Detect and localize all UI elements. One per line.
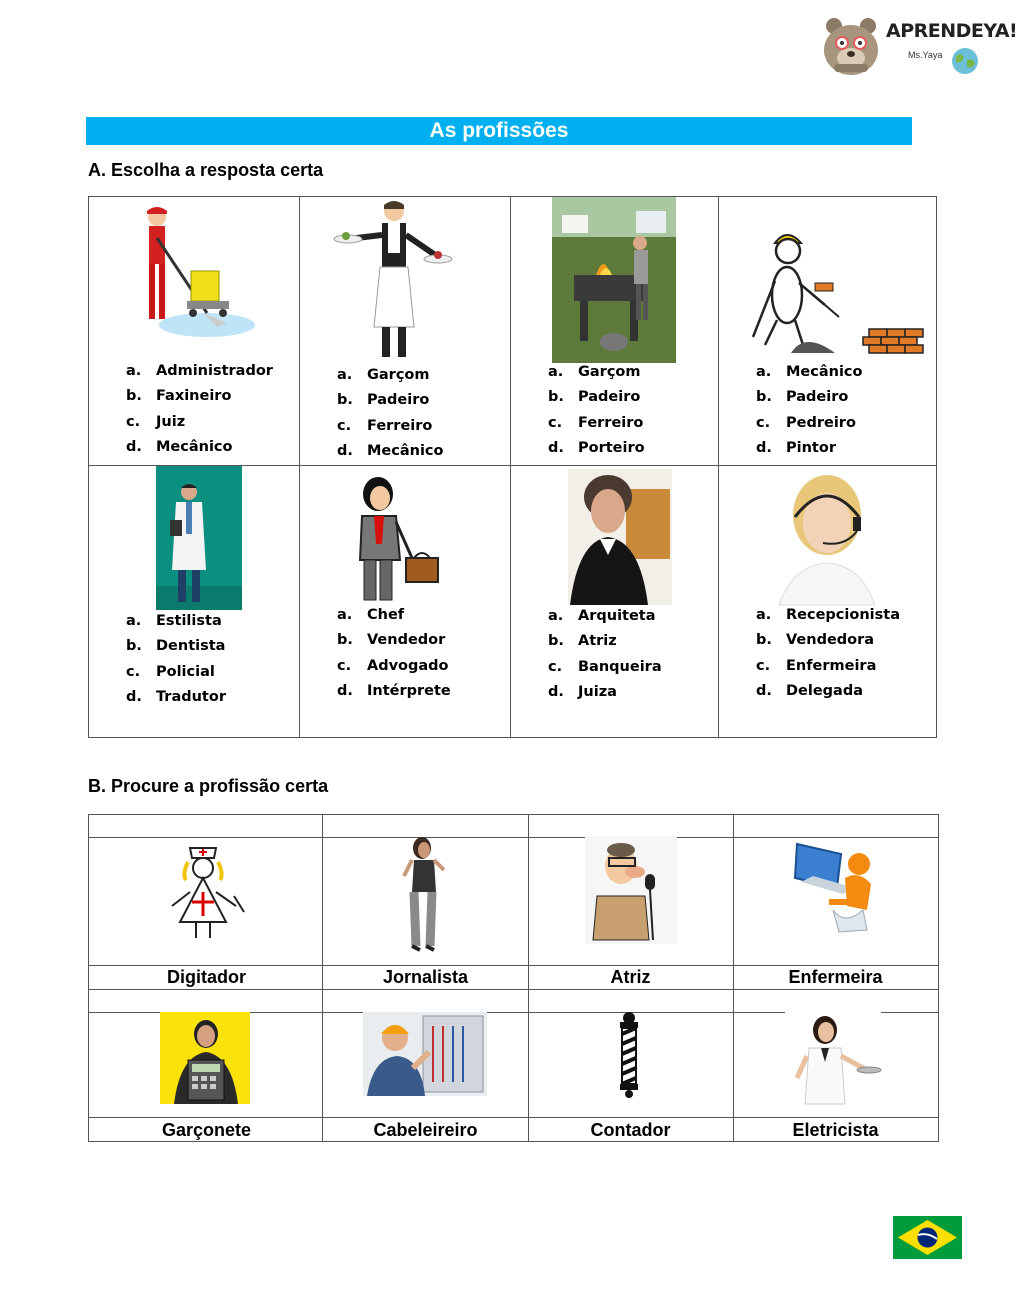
teacher-name: Ms.Yaya — [908, 50, 943, 60]
options-list — [756, 360, 863, 461]
option-item[interactable]: c. Ferreiro — [337, 417, 433, 434]
question-cell — [300, 466, 510, 738]
option-item[interactable]: c. Banqueira — [548, 658, 662, 675]
option-item[interactable]: b. Padeiro — [756, 389, 849, 406]
profession-label: Atriz — [610, 967, 651, 987]
option-item[interactable]: d. Porteiro — [548, 439, 645, 456]
judge-robe-photo — [568, 469, 672, 605]
question-cell — [511, 197, 718, 465]
typist-computer-picture — [793, 840, 883, 936]
options-list — [548, 360, 645, 461]
profession-label: Jornalista — [382, 967, 469, 987]
salesman-briefcase-picture — [350, 474, 442, 604]
option-item[interactable]: c. Policial — [126, 663, 215, 680]
nurse-drawing — [166, 840, 250, 940]
option-item[interactable]: c. Advogado — [337, 657, 449, 674]
waiter-with-plates-picture — [334, 197, 454, 365]
options-list — [756, 603, 900, 704]
options-list — [126, 609, 226, 710]
profession-label: Eletricista — [792, 1120, 879, 1140]
option-item[interactable]: d. Juiza — [548, 683, 617, 700]
option-item[interactable]: b. Padeiro — [548, 389, 641, 406]
option-item[interactable]: d. Tradutor — [126, 688, 226, 705]
option-item[interactable]: b. Vendedor — [337, 632, 446, 649]
option-item[interactable]: b. Atriz — [548, 633, 617, 650]
section-b-heading: B. Procure a profissão certa — [88, 776, 329, 796]
option-item[interactable]: b. Padeiro — [337, 392, 430, 409]
option-item[interactable]: c. Pedreiro — [756, 414, 856, 431]
janitor-mopping-picture — [127, 203, 257, 338]
bear-mascot-icon — [820, 12, 886, 78]
question-cell — [511, 466, 718, 738]
profession-label: Garçonete — [161, 1120, 252, 1140]
doctor-lab-coat-picture — [156, 466, 242, 610]
option-item[interactable]: b. Faxineiro — [126, 388, 232, 405]
option-item[interactable]: a. Administrador — [126, 363, 273, 379]
option-item[interactable]: c. Juiz — [126, 413, 186, 430]
question-cell — [300, 197, 510, 465]
option-item[interactable]: a. Mecânico — [756, 364, 863, 380]
multiple-choice-grid — [88, 196, 937, 738]
option-item[interactable]: a. Arquiteta — [548, 608, 656, 624]
option-item[interactable]: b. Dentista — [126, 638, 226, 655]
aprendeya-logo — [820, 10, 1017, 80]
electrician-panel-photo — [363, 1012, 487, 1096]
option-item[interactable]: c. Enfermeira — [756, 657, 877, 674]
matching-grid — [88, 814, 939, 1142]
page-title: As profissões — [86, 117, 912, 145]
option-item[interactable]: a. Recepcionista — [756, 607, 900, 623]
accountant-calculator-picture — [160, 1012, 250, 1104]
option-item[interactable]: d. Mecânico — [126, 438, 233, 455]
option-item[interactable]: c. Ferreiro — [548, 414, 644, 431]
option-item[interactable]: b. Vendedora — [756, 632, 875, 649]
question-cell — [89, 466, 299, 738]
options-list — [337, 603, 451, 704]
profession-label: Digitador — [167, 967, 246, 987]
option-item[interactable]: d. Mecânico — [337, 442, 444, 459]
option-item[interactable]: a. Chef — [337, 607, 405, 623]
option-item[interactable]: d. Pintor — [756, 439, 836, 456]
waitress-tray-photo — [785, 1012, 881, 1104]
options-list — [548, 604, 662, 705]
options-list — [126, 359, 273, 460]
options-list — [337, 363, 444, 464]
globe-icon — [950, 46, 980, 76]
question-cell — [719, 197, 938, 465]
question-cell — [89, 197, 299, 465]
option-item[interactable]: d. Intérprete — [337, 682, 451, 699]
brand-name: APRENDEYA! — [886, 20, 1017, 42]
reporter-microphone-picture — [585, 836, 677, 944]
model-woman-photo — [404, 836, 444, 952]
profession-label: Enfermeira — [788, 967, 883, 987]
receptionist-headset-photo — [775, 469, 879, 605]
barber-pole-icon — [614, 1012, 644, 1098]
section-a-heading: A. Escolha a resposta certa — [88, 160, 324, 180]
option-item[interactable]: d. Delegada — [756, 682, 864, 699]
option-item[interactable]: a. Garçom — [548, 364, 641, 380]
question-cell — [719, 466, 938, 738]
profession-label: Cabeleireiro — [373, 1120, 478, 1140]
bricklayer-drawing — [745, 225, 927, 359]
brazil-flag-icon — [893, 1216, 962, 1259]
profession-label: Contador — [590, 1120, 671, 1140]
option-item[interactable]: a. Garçom — [337, 367, 430, 383]
blacksmith-forge-photo — [552, 197, 676, 363]
option-item[interactable]: a. Estilista — [126, 613, 222, 629]
